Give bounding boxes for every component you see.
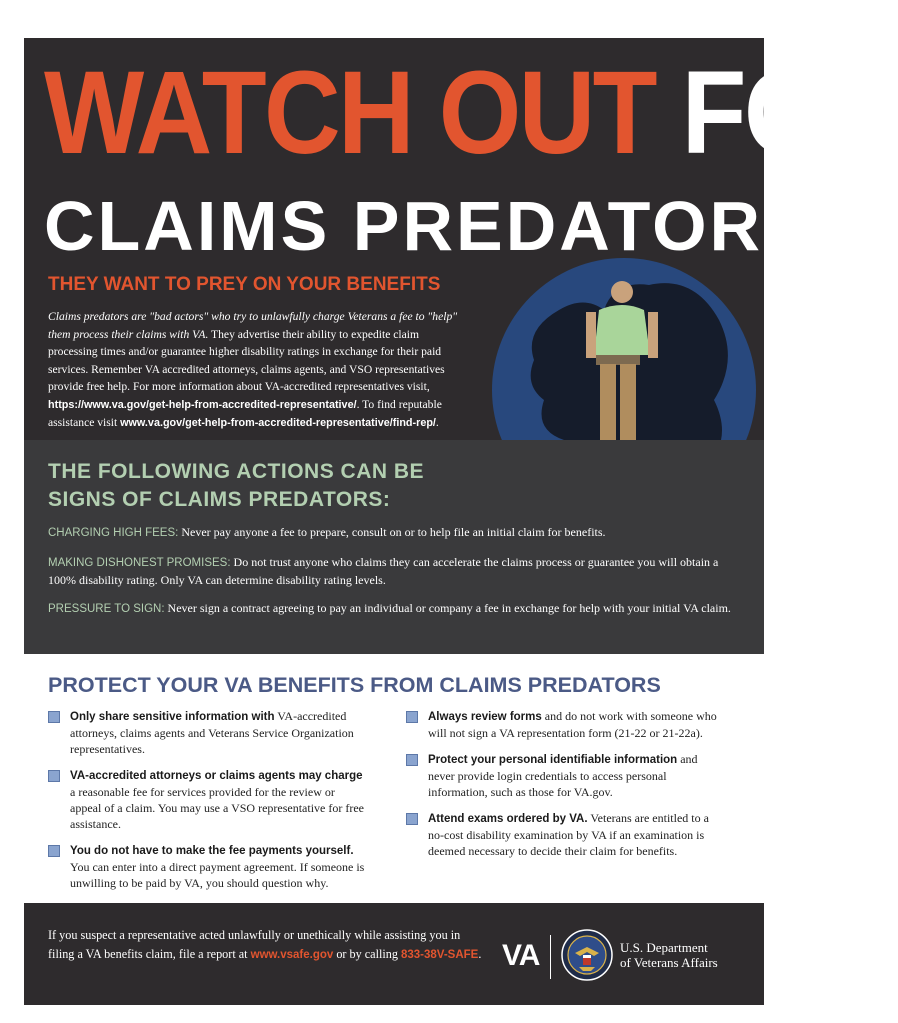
bullet-text: VA-accredited attorneys, claims agents and Veterans Service Organization representatives.	[70, 709, 354, 756]
vsafe-link[interactable]: www.vsafe.gov	[250, 949, 334, 961]
protect-list-left	[48, 708, 368, 901]
accredited-rep-link[interactable]: https://www.va.gov/get-help-from-accredited-representative/	[48, 398, 357, 411]
protect-title: PROTECT YOUR VA BENEFITS FROM CLAIMS PREDATORS	[48, 673, 661, 697]
headline-part1: WATCH OUT	[44, 47, 655, 179]
sign-text: Do not trust anyone who claims they can accelerate the claims process or guarantee you will obtain a 100% disability rating. Only VA can determine disability rating levels.	[48, 555, 719, 587]
report-instructions	[48, 926, 488, 965]
bullet-square-icon	[406, 813, 418, 825]
signs-title-line2: SIGNS OF CLAIMS PREDATORS:	[48, 488, 391, 511]
report-or-text: or by calling	[333, 947, 401, 961]
find-rep-link[interactable]: www.va.gov/get-help-from-accredited-representative/find-rep/	[120, 417, 436, 429]
va-logo: VA	[502, 939, 540, 972]
sign-text: Never sign a contract agreeing to pay an individual or company a fee in exchange for help with your initial VA claim.	[164, 601, 731, 615]
sign-label: MAKING DISHONEST PROMISES:	[48, 557, 231, 569]
bullet-square-icon	[48, 770, 60, 782]
report-end: .	[478, 947, 482, 961]
bullet-text: Veterans are entitled to a no-cost disability examination by VA if an examination is deemed necessary to decide their claim for benefits.	[428, 811, 709, 858]
headline-watch-out-for	[44, 47, 898, 179]
sign-item-pressure-to-sign	[48, 600, 738, 618]
protect-list-right	[406, 708, 726, 869]
list-item	[48, 842, 368, 891]
intro-body: They advertise their ability to expedite claim processing times and/or guarantee higher disability ratings in exchange for their paid services. Remember VA accredited attorneys, claims agents, and VSO representatives provide free help. For more information about VA-accredited representatives visit,	[48, 327, 445, 393]
sign-item-high-fees	[48, 524, 738, 542]
report-text: If you suspect a representative acted unlawfully or unethically while assisting you in filing a VA benefits claim, file a report at	[48, 928, 461, 961]
dept-line1: U.S. Department	[620, 940, 708, 955]
sign-label: CHARGING HIGH FEES:	[48, 527, 179, 539]
signs-title	[48, 458, 528, 514]
department-name	[620, 940, 750, 970]
bullet-square-icon	[48, 711, 60, 723]
bullet-text: and never provide login credentials to access personal information, such as those for VA.gov.	[428, 752, 698, 799]
intro-mid: . To find reputable assistance visit	[48, 397, 442, 429]
list-item	[48, 708, 368, 757]
section-title-prey: THEY WANT TO PREY ON YOUR BENEFITS	[48, 274, 441, 295]
signs-title-line1: THE FOLLOWING ACTIONS CAN BE	[48, 460, 425, 483]
logo-divider	[550, 935, 551, 979]
intro-italic: Claims predators are "bad actors" who try to unlawfully charge Veterans a fee to "help" them process their claims with VA.	[48, 310, 458, 341]
bullet-square-icon	[406, 711, 418, 723]
vsafe-phone-link[interactable]: 833-38V-SAFE	[400, 949, 479, 961]
bullet-square-icon	[48, 845, 60, 857]
hero-panel	[24, 38, 898, 654]
bullet-text: You can enter into a direct payment agreement. If someone is unwilling to be paid by VA, you should question why.	[70, 860, 365, 890]
sign-text: Never pay anyone a fee to prepare, consult on or to help file an initial claim for benefits.	[178, 525, 606, 539]
dept-line2: of Veterans Affairs	[620, 955, 718, 970]
bullet-bold: Only share sensitive information with	[70, 711, 275, 723]
bullet-square-icon	[406, 754, 418, 766]
headline-part2: FOR	[681, 47, 898, 179]
list-item	[406, 708, 726, 741]
bullet-text: and do not work with someone who will not sign a VA representation form (21-22 or 21-22a).	[428, 709, 717, 740]
intro-paragraph	[48, 308, 468, 433]
bullet-bold: Attend exams ordered by VA.	[428, 813, 588, 825]
sign-item-dishonest-promises	[48, 554, 738, 589]
sign-label: PRESSURE TO SIGN:	[48, 603, 165, 615]
footer-panel	[24, 903, 764, 1005]
bullet-bold: VA-accredited attorneys or claims agents may charge	[70, 770, 363, 782]
va-seal-icon	[561, 929, 613, 981]
bullet-bold: Protect your personal identifiable information	[428, 754, 678, 766]
list-item	[406, 810, 726, 859]
bullet-text: a reasonable fee for services provided for the review or appeal of a claim. You may use a VSO representative for free assistance.	[70, 785, 365, 831]
headline-claims-predators: CLAIMS PREDATORS!	[44, 187, 840, 265]
list-item	[48, 767, 368, 832]
list-item	[406, 751, 726, 800]
bullet-bold: You do not have to make the fee payments yourself.	[70, 845, 354, 857]
intro-end: .	[435, 416, 439, 429]
bullet-bold: Always review forms	[428, 711, 542, 723]
